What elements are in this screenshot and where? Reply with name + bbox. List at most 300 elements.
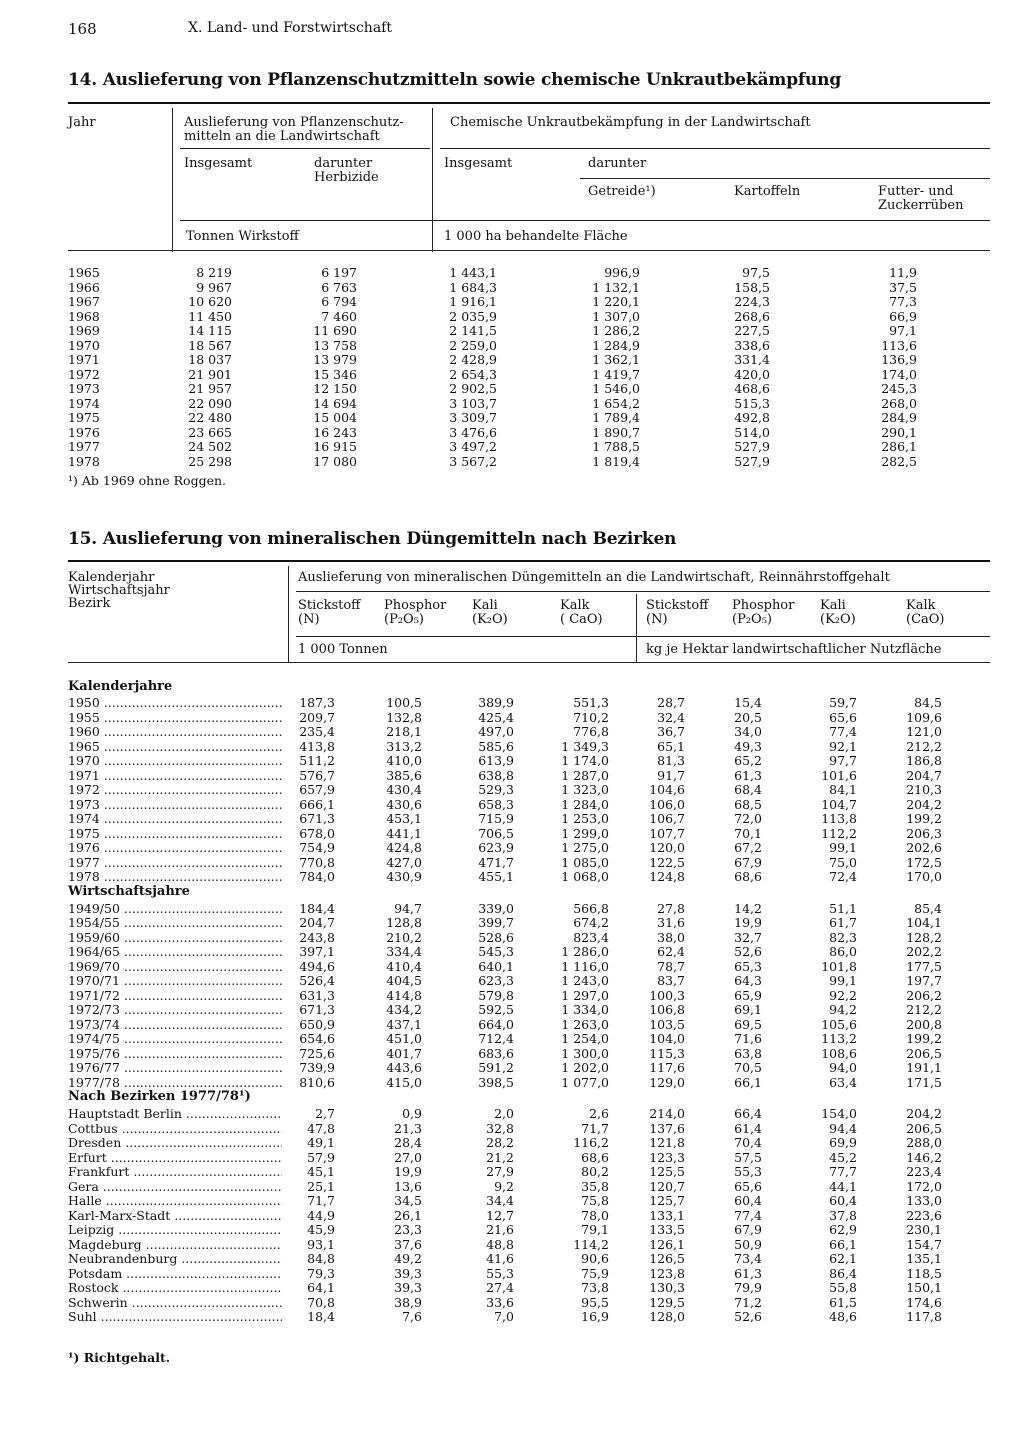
table-cell: 623,3 bbox=[478, 973, 514, 988]
table-cell: 113,6 bbox=[881, 337, 917, 353]
table-cell: 754,9 bbox=[299, 840, 335, 855]
table-cell: 206,3 bbox=[906, 825, 942, 841]
table-row bbox=[68, 798, 990, 813]
table-cell: 527,9 bbox=[734, 453, 770, 469]
table-cell: 451,0 bbox=[386, 1031, 422, 1046]
table-cell: 113,8 bbox=[821, 811, 857, 826]
table-cell: 2 902,5 bbox=[449, 381, 497, 396]
table-cell: 16,9 bbox=[581, 1309, 609, 1324]
t14-header-dar1: darunter Herbizide bbox=[314, 156, 379, 185]
table-cell: 212,2 bbox=[906, 738, 942, 754]
table-cell: 18 567 bbox=[188, 337, 232, 353]
table-cell: 133,0 bbox=[906, 1193, 942, 1208]
table-cell: 37,5 bbox=[889, 279, 917, 295]
table-row bbox=[68, 902, 990, 917]
table-cell: 65,6 bbox=[734, 1178, 762, 1194]
t14-header-ins1: Insgesamt bbox=[184, 156, 253, 171]
table-cell: 24 502 bbox=[188, 439, 232, 454]
table-cell: 120,7 bbox=[649, 1178, 685, 1194]
table-cell: 706,5 bbox=[478, 825, 514, 841]
table-cell: 658,3 bbox=[478, 796, 514, 812]
table-cell: 21 957 bbox=[188, 381, 232, 396]
table-cell: 32,7 bbox=[734, 929, 762, 945]
table-cell: 526,4 bbox=[299, 973, 335, 988]
table-cell: 62,9 bbox=[829, 1222, 857, 1237]
table-cell: 25,1 bbox=[307, 1178, 335, 1194]
table-cell: 70,5 bbox=[734, 1060, 762, 1075]
table-cell: 20,5 bbox=[734, 709, 762, 725]
table-cell: 1 297,0 bbox=[561, 987, 609, 1003]
table-cell: 62,1 bbox=[829, 1251, 857, 1266]
table-cell: 92,2 bbox=[829, 987, 857, 1003]
table-cell: 101,6 bbox=[821, 767, 857, 783]
table-cell: 39,3 bbox=[394, 1280, 422, 1295]
table-cell: 664,0 bbox=[478, 1016, 514, 1032]
t14-footnote: ¹) Ab 1969 ohne Roggen. bbox=[68, 473, 227, 488]
table-cell: 31,6 bbox=[657, 915, 685, 930]
table-cell: 1 286,2 bbox=[592, 323, 640, 338]
table-cell: 86,4 bbox=[829, 1265, 857, 1281]
t14-rule-b bbox=[440, 148, 990, 149]
table-cell: 104,6 bbox=[649, 782, 685, 797]
table-cell: 65,2 bbox=[734, 753, 762, 768]
table-cell: 585,6 bbox=[478, 738, 514, 754]
table-cell: 497,0 bbox=[478, 724, 514, 739]
table-cell: 18,4 bbox=[307, 1309, 335, 1324]
row-label: 1971 ..... bbox=[68, 769, 282, 784]
table-cell: 453,1 bbox=[386, 811, 422, 826]
table-cell: 61,3 bbox=[734, 1265, 762, 1281]
table-cell: 77,7 bbox=[829, 1164, 857, 1179]
table-cell: 1 085,0 bbox=[561, 854, 609, 870]
table-cell: 313,2 bbox=[386, 738, 422, 754]
table-cell: 683,6 bbox=[478, 1045, 514, 1061]
table-cell: 218,1 bbox=[386, 724, 422, 739]
table-cell: 1 546,0 bbox=[592, 381, 640, 396]
table-cell: 186,8 bbox=[906, 753, 942, 768]
group-heading: Nach Bezirken 1977/78¹) bbox=[68, 1089, 251, 1104]
table-cell: 83,7 bbox=[657, 973, 685, 988]
table-cell: 65,3 bbox=[734, 958, 762, 974]
table-cell: 112,2 bbox=[821, 825, 857, 841]
t15-vrule-1 bbox=[288, 566, 289, 662]
table-row bbox=[68, 339, 990, 354]
table-cell: 401,7 bbox=[386, 1045, 422, 1061]
table-cell: 14 694 bbox=[313, 395, 357, 411]
table-cell: 1 684,3 bbox=[449, 279, 497, 295]
table-cell: 206,5 bbox=[906, 1045, 942, 1061]
table-cell: 22 090 bbox=[188, 395, 232, 411]
row-year: 1973 bbox=[68, 381, 100, 396]
table-cell: 100,5 bbox=[386, 695, 422, 710]
table-cell: 94,2 bbox=[829, 1002, 857, 1017]
table-cell: 268,0 bbox=[881, 395, 917, 411]
table-cell: 171,5 bbox=[906, 1074, 942, 1090]
table-row bbox=[68, 1180, 990, 1195]
table-cell: 515,3 bbox=[734, 395, 770, 411]
table-cell: 613,9 bbox=[478, 753, 514, 768]
table-cell: 65,6 bbox=[829, 709, 857, 725]
table-cell: 48,6 bbox=[829, 1309, 857, 1324]
row-label: 1950 ..... bbox=[68, 696, 282, 711]
table-cell: 200,8 bbox=[906, 1016, 942, 1032]
row-label: 1974 ..... bbox=[68, 812, 282, 827]
table-row bbox=[68, 1018, 990, 1033]
table-cell: 9 967 bbox=[196, 279, 232, 295]
row-label: 1975/76 ..... bbox=[68, 1047, 282, 1062]
table-cell: 1 284,0 bbox=[561, 796, 609, 812]
table-cell: 135,1 bbox=[906, 1251, 942, 1266]
row-label: 1976/77 ..... bbox=[68, 1061, 282, 1076]
section-title: X. Land- und Forstwirtschaft bbox=[188, 20, 392, 36]
table-row bbox=[68, 812, 990, 827]
table-cell: 47,8 bbox=[307, 1120, 335, 1136]
table-cell: 28,2 bbox=[486, 1135, 514, 1150]
row-label: Gera ..... bbox=[68, 1180, 282, 1195]
table-cell: 434,2 bbox=[386, 1002, 422, 1017]
table-cell: 38,0 bbox=[657, 929, 685, 945]
table-cell: 579,8 bbox=[478, 987, 514, 1003]
table-cell: 45,1 bbox=[307, 1164, 335, 1179]
table-cell: 227,5 bbox=[734, 323, 770, 338]
table-cell: 492,8 bbox=[734, 410, 770, 425]
table-cell: 268,6 bbox=[734, 308, 770, 324]
table-cell: 120,0 bbox=[649, 840, 685, 855]
t14-header-ausl: Auslieferung von Pflanzenschutz- mitteln an die Landwirtschaft bbox=[184, 115, 404, 144]
table-cell: 146,2 bbox=[906, 1149, 942, 1165]
row-label: Erfurt ..... bbox=[68, 1151, 282, 1166]
table-cell: 551,3 bbox=[573, 695, 609, 710]
table-cell: 23,3 bbox=[394, 1222, 422, 1237]
table-cell: 1 300,0 bbox=[561, 1045, 609, 1061]
table-cell: 2 141,5 bbox=[449, 323, 497, 338]
table-cell: 69,5 bbox=[734, 1016, 762, 1032]
table-cell: 71,2 bbox=[734, 1294, 762, 1310]
table-cell: 64,1 bbox=[307, 1280, 335, 1295]
t14-header-futter: Futter- und Zuckerrüben bbox=[878, 184, 964, 213]
page-header bbox=[68, 20, 984, 42]
table-14-title: 14. Auslieferung von Pflanzenschutzmitteln sowie chemische Unkrautbekämpfung bbox=[68, 70, 842, 90]
table-cell: 25 298 bbox=[188, 453, 232, 469]
table-row bbox=[68, 1223, 990, 1238]
table-cell: 529,3 bbox=[478, 782, 514, 797]
row-year: 1977 bbox=[68, 439, 100, 454]
table-row bbox=[68, 1310, 990, 1325]
table-cell: 2 428,9 bbox=[449, 352, 497, 367]
row-label: 1970 ..... bbox=[68, 754, 282, 769]
table-cell: 77,3 bbox=[889, 294, 917, 309]
table-cell: 202,6 bbox=[906, 840, 942, 855]
table-cell: 124,8 bbox=[649, 869, 685, 884]
table-row bbox=[68, 281, 990, 296]
table-cell: 6 794 bbox=[321, 294, 357, 309]
t15-col-header: Phosphor (P₂O₅) bbox=[384, 598, 447, 627]
table-cell: 666,1 bbox=[299, 796, 335, 812]
table-cell: 137,6 bbox=[649, 1120, 685, 1136]
table-cell: 1 788,5 bbox=[592, 439, 640, 454]
table-row bbox=[68, 754, 990, 769]
table-cell: 566,8 bbox=[573, 900, 609, 916]
table-cell: 739,9 bbox=[299, 1060, 335, 1075]
table-cell: 455,1 bbox=[478, 869, 514, 884]
table-cell: 84,1 bbox=[829, 782, 857, 797]
table-cell: 389,9 bbox=[478, 695, 514, 710]
table-row bbox=[68, 931, 990, 946]
table-cell: 27,0 bbox=[394, 1149, 422, 1165]
table-row bbox=[68, 324, 990, 339]
table-row bbox=[68, 426, 990, 441]
table-cell: 410,0 bbox=[386, 753, 422, 768]
group-heading: Kalenderjahre bbox=[68, 679, 173, 694]
table-cell: 50,9 bbox=[734, 1236, 762, 1252]
row-year: 1978 bbox=[68, 453, 100, 469]
row-label: 1971/72 ..... bbox=[68, 989, 282, 1004]
table-cell: 712,4 bbox=[478, 1031, 514, 1046]
table-cell: 671,3 bbox=[299, 811, 335, 826]
table-cell: 223,4 bbox=[906, 1164, 942, 1179]
table-cell: 84,5 bbox=[914, 695, 942, 710]
table-row bbox=[68, 783, 990, 798]
table-cell: 99,1 bbox=[829, 973, 857, 988]
table-row bbox=[68, 870, 990, 885]
table-cell: 132,8 bbox=[386, 709, 422, 725]
table-cell: 65,9 bbox=[734, 987, 762, 1003]
table-cell: 79,1 bbox=[581, 1222, 609, 1237]
table-cell: 93,1 bbox=[307, 1236, 335, 1252]
row-label: Schwerin ..... bbox=[68, 1296, 282, 1311]
row-label: 1976 ..... bbox=[68, 841, 282, 856]
table-cell: 100,3 bbox=[649, 987, 685, 1003]
table-cell: 1 890,7 bbox=[592, 424, 640, 440]
t15-vrule-2 bbox=[636, 594, 637, 662]
table-cell: 52,6 bbox=[734, 944, 762, 959]
table-cell: 52,6 bbox=[734, 1309, 762, 1324]
table-cell: 1 819,4 bbox=[592, 453, 640, 469]
row-label: 1965 ..... bbox=[68, 740, 282, 755]
table-cell: 11 450 bbox=[188, 308, 232, 324]
table-cell: 73,4 bbox=[734, 1251, 762, 1266]
table-cell: 91,7 bbox=[657, 767, 685, 783]
table-cell: 15 004 bbox=[313, 410, 357, 425]
t14-vrule-2 bbox=[432, 108, 433, 252]
table-cell: 511,2 bbox=[299, 753, 335, 768]
table-row bbox=[68, 827, 990, 842]
group-heading: Wirtschaftsjahre bbox=[68, 883, 190, 899]
row-label: 1949/50 ..... bbox=[68, 902, 282, 917]
table-cell: 33,6 bbox=[486, 1294, 514, 1310]
table-cell: 9,2 bbox=[494, 1178, 514, 1194]
table-cell: 1 307,0 bbox=[592, 308, 640, 324]
table-cell: 2,0 bbox=[494, 1106, 514, 1121]
table-cell: 397,1 bbox=[299, 944, 335, 959]
table-row bbox=[68, 989, 990, 1004]
table-cell: 631,3 bbox=[299, 987, 335, 1003]
table-cell: 95,5 bbox=[581, 1294, 609, 1310]
table-row bbox=[68, 1032, 990, 1047]
t14-header-dar2: darunter bbox=[588, 156, 647, 171]
table-row bbox=[68, 1136, 990, 1151]
table-cell: 122,5 bbox=[649, 854, 685, 870]
table-cell: 290,1 bbox=[881, 424, 917, 440]
table-cell: 1 220,1 bbox=[592, 294, 640, 309]
t15-col-header: Phosphor (P₂O₅) bbox=[732, 598, 795, 627]
table-row bbox=[68, 1107, 990, 1122]
table-cell: 1 299,0 bbox=[561, 825, 609, 841]
table-cell: 68,6 bbox=[581, 1149, 609, 1165]
table-cell: 1 419,7 bbox=[592, 366, 640, 382]
t14-header-ins2: Insgesamt bbox=[444, 156, 513, 171]
row-label: 1972 ..... bbox=[68, 783, 282, 798]
table-cell: 7,6 bbox=[402, 1309, 422, 1324]
table-cell: 86,0 bbox=[829, 944, 857, 959]
t14-rule-d bbox=[180, 220, 990, 221]
table-row bbox=[68, 1252, 990, 1267]
table-cell: 17 080 bbox=[313, 453, 357, 469]
table-cell: 133,5 bbox=[649, 1222, 685, 1237]
table-cell: 399,7 bbox=[478, 915, 514, 930]
table-cell: 545,3 bbox=[478, 944, 514, 959]
table-cell: 170,0 bbox=[906, 869, 942, 884]
table-cell: 82,3 bbox=[829, 929, 857, 945]
table-cell: 13 979 bbox=[313, 352, 357, 367]
table-cell: 63,8 bbox=[734, 1045, 762, 1061]
table-cell: 640,1 bbox=[478, 958, 514, 974]
t15-col-header: Kali (K₂O) bbox=[820, 598, 856, 627]
table-cell: 118,5 bbox=[906, 1265, 942, 1281]
table-cell: 70,4 bbox=[734, 1135, 762, 1150]
table-cell: 90,6 bbox=[581, 1251, 609, 1266]
table-row bbox=[68, 1076, 990, 1091]
table-cell: 38,9 bbox=[394, 1294, 422, 1310]
table-cell: 57,5 bbox=[734, 1149, 762, 1165]
table-row bbox=[68, 1209, 990, 1224]
table-row bbox=[68, 1267, 990, 1282]
table-row bbox=[68, 725, 990, 740]
table-row bbox=[68, 455, 990, 470]
table-cell: 3 103,7 bbox=[449, 395, 497, 411]
t14-unit-ha: 1 000 ha behandelte Fläche bbox=[444, 229, 628, 244]
table-cell: 414,8 bbox=[386, 987, 422, 1003]
table-cell: 3 567,2 bbox=[449, 453, 497, 469]
table-cell: 331,4 bbox=[734, 352, 770, 367]
table-cell: 202,2 bbox=[906, 944, 942, 959]
table-cell: 66,9 bbox=[889, 308, 917, 324]
table-cell: 514,0 bbox=[734, 424, 770, 440]
table-cell: 108,6 bbox=[821, 1045, 857, 1061]
table-cell: 75,0 bbox=[829, 854, 857, 870]
table-cell: 60,4 bbox=[829, 1193, 857, 1208]
table-cell: 527,9 bbox=[734, 439, 770, 454]
table-cell: 415,0 bbox=[386, 1074, 422, 1090]
table-row bbox=[68, 974, 990, 989]
table-cell: 385,6 bbox=[386, 767, 422, 783]
table-row bbox=[68, 916, 990, 931]
row-label: Magdeburg ..... bbox=[68, 1238, 282, 1253]
row-label: Halle ..... bbox=[68, 1194, 282, 1209]
table-cell: 441,1 bbox=[386, 825, 422, 841]
t15-header-left: Kalenderjahr Wirtschaftsjahr Bezirk bbox=[68, 570, 170, 611]
table-row bbox=[68, 945, 990, 960]
table-cell: 443,6 bbox=[386, 1060, 422, 1075]
row-year: 1968 bbox=[68, 308, 100, 324]
table-cell: 113,2 bbox=[821, 1031, 857, 1046]
table-cell: 1 077,0 bbox=[561, 1074, 609, 1090]
t15-rule-a bbox=[296, 591, 990, 592]
table-cell: 70,8 bbox=[307, 1294, 335, 1310]
table-cell: 114,2 bbox=[573, 1236, 609, 1252]
table-cell: 420,0 bbox=[734, 366, 770, 382]
row-label: Rostock ..... bbox=[68, 1281, 282, 1296]
table-cell: 11,9 bbox=[889, 265, 917, 280]
table-cell: 204,2 bbox=[906, 796, 942, 812]
table-cell: 35,8 bbox=[581, 1178, 609, 1194]
table-cell: 18 037 bbox=[188, 352, 232, 367]
table-cell: 191,1 bbox=[906, 1060, 942, 1075]
table-cell: 334,4 bbox=[386, 944, 422, 959]
table-cell: 1 275,0 bbox=[561, 840, 609, 855]
table-cell: 996,9 bbox=[604, 265, 640, 280]
table-cell: 199,2 bbox=[906, 1031, 942, 1046]
table-cell: 172,0 bbox=[906, 1178, 942, 1194]
table-cell: 1 174,0 bbox=[561, 753, 609, 768]
row-year: 1966 bbox=[68, 279, 100, 295]
t15-col-header: Stickstoff (N) bbox=[298, 598, 361, 627]
t15-col-header: Kali (K₂O) bbox=[472, 598, 508, 627]
table-cell: 2,6 bbox=[589, 1106, 609, 1121]
table-cell: 72,0 bbox=[734, 811, 762, 826]
table-cell: 1 284,9 bbox=[592, 337, 640, 353]
table-cell: 67,2 bbox=[734, 840, 762, 855]
row-year: 1965 bbox=[68, 265, 100, 280]
table-cell: 37,6 bbox=[394, 1236, 422, 1252]
table-cell: 71,7 bbox=[581, 1120, 609, 1136]
table-cell: 49,3 bbox=[734, 738, 762, 754]
table-cell: 44,9 bbox=[307, 1207, 335, 1223]
t14-rule-a bbox=[180, 148, 430, 149]
table-cell: 650,9 bbox=[299, 1016, 335, 1032]
table-cell: 14,2 bbox=[734, 900, 762, 916]
table-cell: 32,8 bbox=[486, 1120, 514, 1136]
table-cell: 68,6 bbox=[734, 869, 762, 884]
table-cell: 36,7 bbox=[657, 724, 685, 739]
table-row bbox=[68, 856, 990, 871]
table-cell: 150,1 bbox=[906, 1280, 942, 1295]
table-cell: 1 132,1 bbox=[592, 279, 640, 295]
table-cell: 623,9 bbox=[478, 840, 514, 855]
table-cell: 528,6 bbox=[478, 929, 514, 945]
table-cell: 34,4 bbox=[486, 1193, 514, 1208]
t15-footnote: ¹) Richtgehalt. bbox=[68, 1350, 171, 1365]
table-cell: 51,1 bbox=[829, 900, 857, 916]
table-cell: 105,6 bbox=[821, 1016, 857, 1032]
table-cell: 101,8 bbox=[821, 958, 857, 974]
table-cell: 784,0 bbox=[299, 869, 335, 884]
table-cell: 209,7 bbox=[299, 709, 335, 725]
row-label: 1973 ..... bbox=[68, 798, 282, 813]
table-cell: 66,4 bbox=[734, 1106, 762, 1121]
table-cell: 97,1 bbox=[889, 323, 917, 338]
table-cell: 123,8 bbox=[649, 1265, 685, 1281]
row-year: 1969 bbox=[68, 323, 100, 338]
table-cell: 94,0 bbox=[829, 1060, 857, 1075]
table-cell: 1 789,4 bbox=[592, 410, 640, 425]
row-label: 1960 ..... bbox=[68, 725, 282, 740]
row-year: 1972 bbox=[68, 366, 100, 382]
table-cell: 61,5 bbox=[829, 1294, 857, 1310]
table-cell: 1 349,3 bbox=[561, 738, 609, 754]
table-cell: 28,4 bbox=[394, 1135, 422, 1150]
t15-rule-b bbox=[296, 636, 990, 637]
